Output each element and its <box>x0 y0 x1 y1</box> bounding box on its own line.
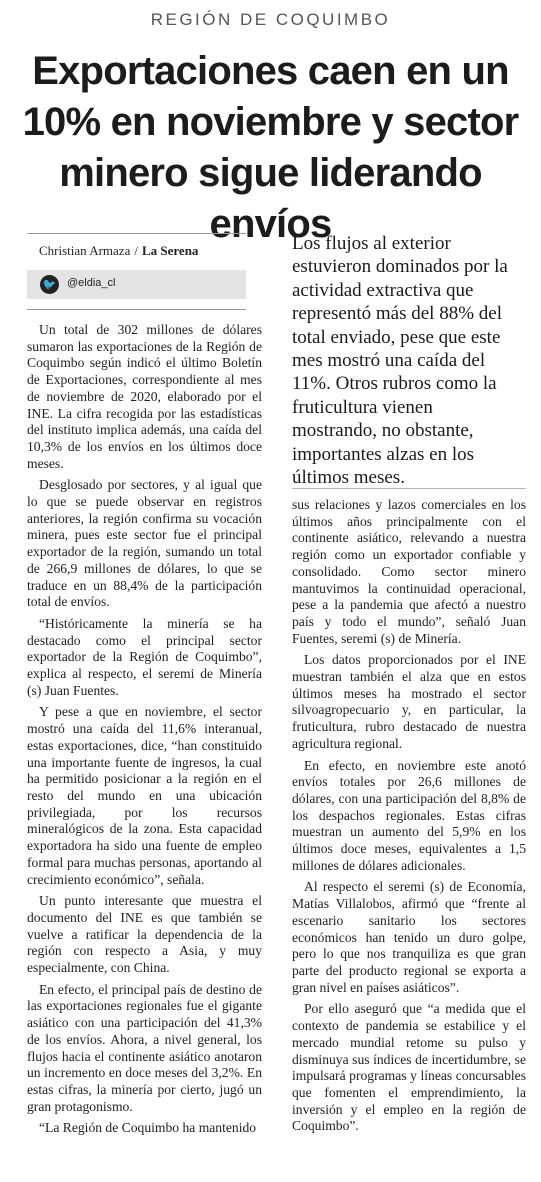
paragraph: En efecto, en noviembre este anotó envíos totales por 26,6 millones de dólares, con una participación del 8,8% de los despachos regionales. Estas cifras muestran un aumento del 5,9% en los últimos doce meses, equivalentes a 1,5 millones de dólares adicionales. <box>292 757 526 873</box>
byline-box <box>27 233 246 310</box>
paragraph: Un punto interesante que muestra el documento del INE es que también se vuelve a ratificar la dependencia de la región con respecto a Asia, y muy especialmente, con China. <box>27 893 262 976</box>
section-label: REGIÓN DE COQUIMBO <box>150 10 391 29</box>
paragraph: Los datos proporcionados por el INE muestran también el alza que en estos últimos meses ha mostrado el sector silvoagropecuario y, en particular, la fruticultura, rubro destacado de nuestra agricultura regional. <box>292 652 526 751</box>
byline-city: La Serena <box>141 243 199 258</box>
paragraph: Un total de 302 millones de dólares sumaron las exportaciones de la Región de Coquimbo según indicó el último Boletín de Exportaciones, correspondiente al mes de noviembre de 2020, elaborado por el INE. La cifra recogida por las estadísticas del instituto implica además, una caída del 10,3% de los envíos en los últimos doce meses. <box>27 322 262 471</box>
paragraph: sus relaciones y lazos comerciales en los últimos años principalmente con el continente asiático, relevando a nuestra región como un exportador confiable y consolidado. Como sector minero mantuvimos la continuidad operacional, pese a la pandemia que afectó a nuestro país y todo el mundo”, señaló Juan Fuentes, seremi (s) de Minería. <box>292 497 526 646</box>
paragraph: Por ello aseguró que “a medida que el contexto de pandemia se estabilice y el mercado mundial retome su pulso y disminuya sus índices de incertidumbre, se impulsará programas y líneas concursables que fomenten el emprendimiento, la inversión y el empleo en la región de Coquimbo”. <box>292 1001 526 1134</box>
headline: Exportaciones caen en un 10% en noviembre y sector minero sigue liderando envíos <box>22 49 519 246</box>
social-bar <box>27 270 246 299</box>
twitter-bird-icon: 🐦 <box>40 275 59 294</box>
body-column-left <box>27 322 262 1142</box>
paragraph: Y pese a que en noviembre, el sector mostró una caída del 11,6% interanual, estas exportaciones, dice, “han constituido una importante fuente de ingresos, la cual ha permitido posicionar a la región en el resto del mundo en una ubicación privilegiada, por los recursos mineralógicos de la zona. Esta capacidad exportadora ha sido una fuente de empleo formal para muchas personas, aportando al crecimiento económico”, señala. <box>27 704 262 887</box>
byline <box>39 243 198 259</box>
pull-quote-divider <box>292 488 526 489</box>
social-handle[interactable]: @eldia_cl <box>67 277 116 289</box>
paragraph: “Históricamente la minería se ha destacado como el principal sector exportador de la Región de Coquimbo”, explica al respecto, el seremi de Minería (s) Juan Fuentes. <box>27 615 262 698</box>
paragraph: Desglosado por sectores, y al igual que lo que se puede observar en registros anteriores, la región confirma su vocación minera, pues este sector fue el principal exportador de la región, sumando un total de 266,9 millones de dólares, lo que se traduce en un 88,4% de la participación total de envíos. <box>27 477 262 610</box>
paragraph: Al respecto el seremi (s) de Economía, Matías Villalobos, afirmó que “frente al escenario sanitario los sectores económicos han tenido un duro golpe, pero lo que nos tranquiliza es que gran parte del producto regional se exporta a gran nivel en países asiáticos”. <box>292 879 526 995</box>
byline-separator: / <box>134 243 138 258</box>
paragraph: En efecto, el principal país de destino de las exportaciones regionales fue el gigante asiático con una participación del 41,3% de los envíos. Ahora, a nivel general, los flujos hacia el continente asiático anotaron un incremento en doce meses del 3,2%. En estas cifras, la minería por cierto, jugó un gran protagonismo. <box>27 981 262 1114</box>
author-name: Christian Armaza <box>39 243 131 258</box>
pull-quote: Los flujos al exterior estuvieron dominados por la actividad extractiva que representó más del 88% del total enviado, pese que este mes mostró una caída del 11%. Otros rubros como la fruticultura vienen mostrando, no obstante, importantes alzas en los últimos meses. <box>292 233 508 489</box>
body-column-right <box>292 497 526 1140</box>
paragraph: “La Región de Coquimbo ha mantenido <box>39 1120 257 1136</box>
